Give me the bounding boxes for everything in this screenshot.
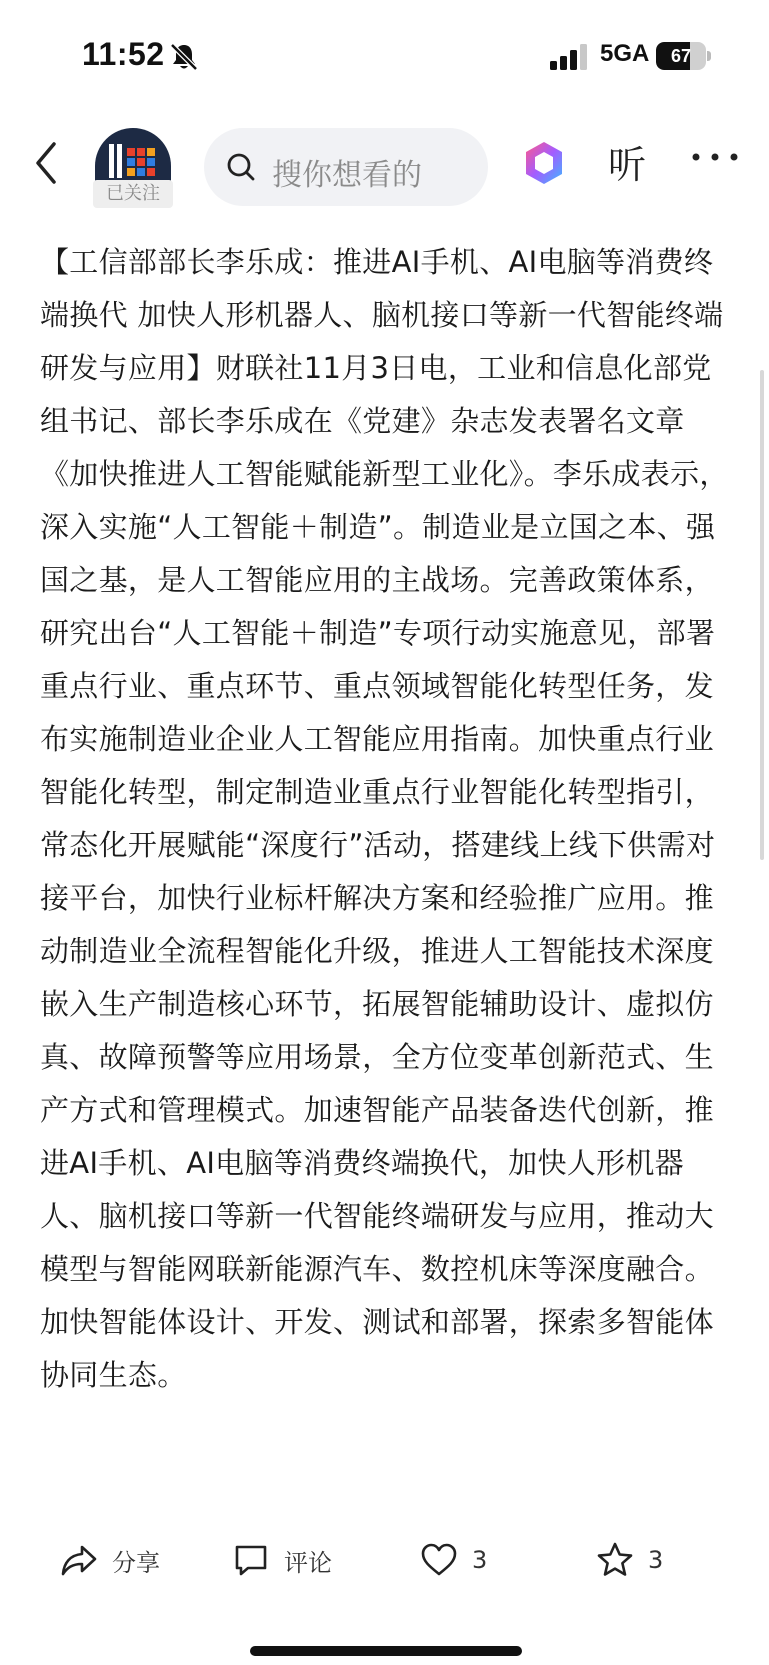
favorite-button[interactable] xyxy=(596,1525,663,1595)
top-navigation xyxy=(0,120,769,210)
share-button[interactable] xyxy=(60,1525,160,1595)
followed-badge: 已关注 xyxy=(93,180,173,208)
article-body: 【工信部部长李乐成：推进AI手机、AI电脑等消费终端换代 加快人形机器人、脑机接口等新一代智能终端研发与应用】财联社11月3日电，工业和信息化部党组书记、部长李乐成在《党建》杂志发表署名文章《加快推进人工智能赋能新型工业化》。李乐成表示，深入实施“人工智能＋制造”。制造业是立国之本、强国之基，是人工智能应用的主战场。完善政策体系，研究出台“人工智能＋制造”专项行动实施意见，部署重点行业、重点环节、重点领域智能化转型任务，发布实施制造业企业人工智能应用指南。加快重点行业智能化转型，制定制造业重点行业智能化转型指引，常态化开展赋能“深度行”活动，搭建线上线下供需对接平台，加快行业标杆解决方案和经验推广应用。推动制造业全流程智能化升级，推进人工智能技术深度嵌入生产制造核心环节，拓展智能辅助设计、虚拟仿真、故障预警等应用场景，全方位变革创新范式、生产方式和管理模式。加速智能产品装备迭代创新，推进AI手机、AI电脑等消费终端换代，加快人形机器人、脑机接口等新一代智能终端研发与应用，推动大模型与智能网联新能源汽车、数控机床等深度融合。加快智能体设计、开发、测试和部署，探索多智能体协同生态。 xyxy=(40,245,729,1392)
battery-icon xyxy=(656,42,710,70)
ai-assistant-icon[interactable] xyxy=(522,140,566,186)
comment-icon xyxy=(232,1541,270,1579)
signal-icon xyxy=(550,44,588,70)
search-icon xyxy=(226,152,256,182)
status-time: 11:52 xyxy=(82,36,165,72)
battery-level: 67 xyxy=(670,46,692,66)
status-bar xyxy=(0,0,769,110)
home-indicator[interactable] xyxy=(250,1646,522,1656)
action-bar xyxy=(0,1525,769,1595)
bell-off-icon xyxy=(170,42,198,72)
search-placeholder: 搜你想看的 xyxy=(272,158,422,193)
favorite-count: 3 xyxy=(648,1546,664,1574)
search-input[interactable] xyxy=(204,128,488,206)
network-type: 5GA xyxy=(600,40,650,67)
like-count: 3 xyxy=(472,1546,488,1574)
heart-icon xyxy=(420,1541,458,1579)
back-icon[interactable] xyxy=(28,138,68,188)
share-icon xyxy=(60,1541,98,1579)
listen-button[interactable]: 听 xyxy=(608,143,647,187)
avatar xyxy=(95,128,171,186)
share-label: 分享 xyxy=(112,1548,160,1577)
scrollbar[interactable] xyxy=(760,370,764,860)
account-avatar-button[interactable] xyxy=(93,128,173,208)
comment-label: 评论 xyxy=(284,1548,332,1577)
like-button[interactable] xyxy=(420,1525,487,1595)
more-icon[interactable] xyxy=(690,142,740,172)
star-icon xyxy=(596,1541,634,1579)
comment-button[interactable] xyxy=(232,1525,332,1595)
